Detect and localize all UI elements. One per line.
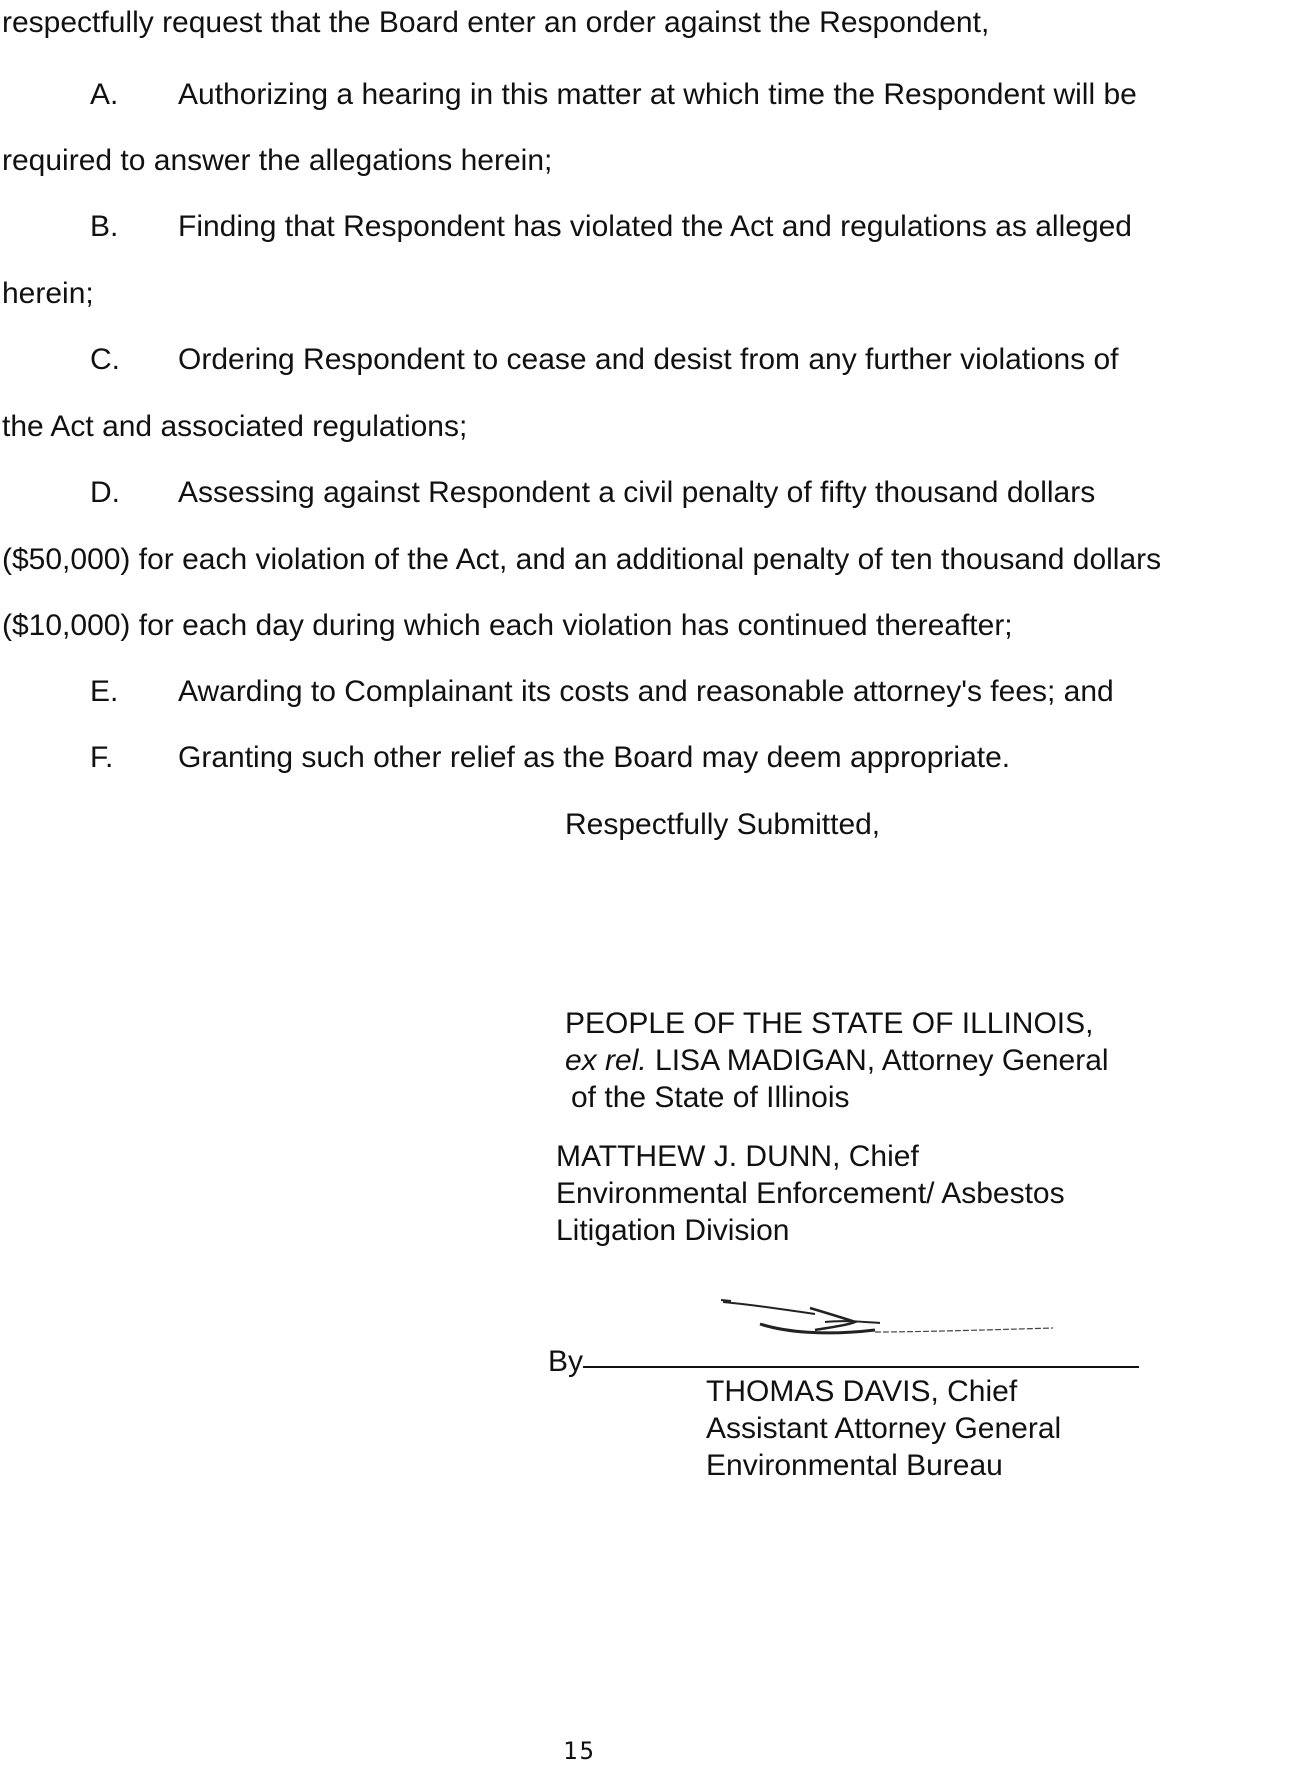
signer-line-1: THOMAS DAVIS, Chief [706,1375,1018,1408]
handwritten-signature [715,1292,1060,1352]
page-number: 15 [563,1737,596,1765]
party-line-2-rest: LISA MADIGAN, Attorney General [646,1044,1109,1077]
signer-line-2: Assistant Attorney General [706,1412,1062,1445]
closing-text: Respectfully Submitted, [565,808,881,841]
party-line-1: PEOPLE OF THE STATE OF ILLINOIS, [565,1007,1094,1040]
item-d-continuation-2: ($10,000) for each day during which each violation has continued thereafter; [2,609,1013,642]
signer-line-3: Environmental Bureau [706,1449,1003,1482]
chief-line-3: Litigation Division [556,1214,790,1247]
item-b-letter: B. [90,210,119,243]
item-f-text: Granting such other relief as the Board may deem appropriate. [178,741,1011,774]
signer-block [706,1373,1061,1484]
party-line-3: of the State of Illinois [571,1081,850,1114]
item-a-letter: A. [90,78,119,111]
item-e-text: Awarding to Complainant its costs and reasonable attorney's fees; and [178,675,1114,708]
item-a-text: Authorizing a hearing in this matter at which time the Respondent will be [178,78,1137,111]
chief-line-1: MATTHEW J. DUNN, Chief [556,1140,919,1173]
item-c-continuation: the Act and associated regulations; [2,410,468,443]
item-c-letter: C. [90,343,120,376]
signature-line [583,1366,1139,1368]
item-d-text: Assessing against Respondent a civil penalty of fifty thousand dollars [178,476,1096,509]
item-b-text: Finding that Respondent has violated the Act and regulations as alleged [178,210,1132,243]
item-c-text: Ordering Respondent to cease and desist from any further violations of [178,343,1119,376]
chief-block [556,1138,1065,1249]
item-a-continuation: required to answer the allegations herein; [2,144,553,177]
intro-text: respectfully request that the Board enter an order against the Respondent, [2,6,990,39]
party-line-2 [565,1042,1109,1079]
ex-rel-text: ex rel. [565,1044,647,1077]
item-d-continuation: ($50,000) for each violation of the Act, and an additional penalty of ten thousand dollars [2,543,1162,576]
item-f-letter: F. [90,741,114,774]
by-label: By [548,1345,584,1378]
party-block [565,1005,1109,1116]
item-d-letter: D. [90,476,120,509]
item-e-letter: E. [90,675,119,708]
chief-line-2: Environmental Enforcement/ Asbestos [556,1177,1065,1210]
item-b-continuation: herein; [2,277,94,310]
